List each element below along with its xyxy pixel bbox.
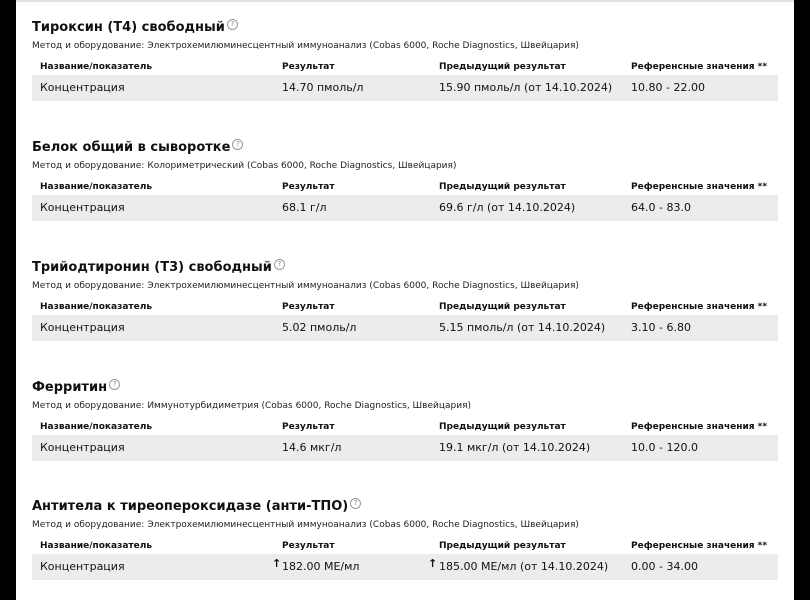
previous-result: 69.6 г/л (от 14.10.2024) (439, 201, 576, 214)
help-icon[interactable]: ? (109, 379, 120, 390)
method-line: Метод и оборудование: Иммунотурбидиметрия (Cobas 6000, Roche Diagnostics, Швейцария) (32, 401, 472, 411)
test-title: Трийодтиронин (Т3) свободный ? (32, 259, 285, 276)
result-value: 5.02 пмоль/л (282, 321, 357, 334)
method-line: Метод и оборудование: Колориметрический (Cobas 6000, Roche Diagnostics, Швейцария) (32, 161, 457, 171)
column-header-reference: Референсные значения ** (631, 422, 768, 432)
help-icon[interactable]: ? (227, 19, 238, 30)
method-line: Метод и оборудование: Электрохемилюминесцентный иммуноанализ (Cobas 6000, Roche Diagnostics, Швейцария) (32, 41, 579, 51)
column-header-previous: Предыдущий результат (439, 62, 566, 72)
result-value: 68.1 г/л (282, 201, 327, 214)
table-row (32, 315, 778, 341)
column-header-result: Результат (282, 302, 335, 312)
previous-result: 5.15 пмоль/л (от 14.10.2024) (439, 321, 606, 334)
table-header (32, 540, 778, 552)
table-header (32, 301, 778, 313)
column-header-name: Название/показатель (40, 541, 153, 551)
result-value: 14.6 мкг/л (282, 441, 342, 454)
column-header-previous: Предыдущий результат (439, 182, 566, 192)
table-header (32, 61, 778, 73)
lab-results-sheet (16, 0, 794, 600)
table-header (32, 421, 778, 433)
column-header-result: Результат (282, 182, 335, 192)
column-header-name: Название/показатель (40, 302, 153, 312)
column-header-reference: Референсные значения ** (631, 541, 768, 551)
column-header-name: Название/показатель (40, 422, 153, 432)
table-row (32, 554, 778, 580)
column-header-reference: Референсные значения ** (631, 302, 768, 312)
arrow-up-icon: ↑ (428, 557, 438, 570)
help-icon[interactable]: ? (274, 259, 285, 270)
test-title: Ферритин ? (32, 379, 120, 396)
method-line: Метод и оборудование: Электрохемилюминесцентный иммуноанализ (Cobas 6000, Roche Diagnostics, Швейцария) (32, 281, 579, 291)
previous-result: 185.00 МЕ/мл (от 14.10.2024) (439, 560, 609, 573)
test-title: Антитела к тиреопероксидазе (анти-ТПО) ? (32, 498, 361, 515)
arrow-up-icon: ↑ (272, 557, 282, 570)
reference-range: 3.10 - 6.80 (631, 321, 691, 334)
param-name: Концентрация (40, 441, 125, 454)
column-header-previous: Предыдущий результат (439, 541, 566, 551)
test-title: Тироксин (Т4) свободный ? (32, 19, 238, 36)
column-header-previous: Предыдущий результат (439, 422, 566, 432)
table-header (32, 181, 778, 193)
top-divider (16, 0, 794, 2)
column-header-previous: Предыдущий результат (439, 302, 566, 312)
column-header-name: Название/показатель (40, 62, 153, 72)
reference-range: 0.00 - 34.00 (631, 560, 698, 573)
column-header-result: Результат (282, 422, 335, 432)
param-name: Концентрация (40, 81, 125, 94)
column-header-name: Название/показатель (40, 182, 153, 192)
table-row (32, 75, 778, 101)
column-header-result: Результат (282, 541, 335, 551)
table-row (32, 435, 778, 461)
reference-range: 10.80 - 22.00 (631, 81, 705, 94)
column-header-result: Результат (282, 62, 335, 72)
column-header-reference: Референсные значения ** (631, 62, 768, 72)
test-title: Белок общий в сыворотке ? (32, 139, 243, 156)
help-icon[interactable]: ? (232, 139, 243, 150)
param-name: Концентрация (40, 321, 125, 334)
table-row (32, 195, 778, 221)
param-name: Концентрация (40, 201, 125, 214)
param-name: Концентрация (40, 560, 125, 573)
column-header-reference: Референсные значения ** (631, 182, 768, 192)
result-value: 14.70 пмоль/л (282, 81, 364, 94)
previous-result: 19.1 мкг/л (от 14.10.2024) (439, 441, 591, 454)
result-value: 182.00 МЕ/мл (282, 560, 360, 573)
reference-range: 64.0 - 83.0 (631, 201, 691, 214)
help-icon[interactable]: ? (350, 498, 361, 509)
method-line: Метод и оборудование: Электрохемилюминесцентный иммуноанализ (Cobas 6000, Roche Diagnostics, Швейцария) (32, 520, 579, 530)
reference-range: 10.0 - 120.0 (631, 441, 698, 454)
previous-result: 15.90 пмоль/л (от 14.10.2024) (439, 81, 613, 94)
